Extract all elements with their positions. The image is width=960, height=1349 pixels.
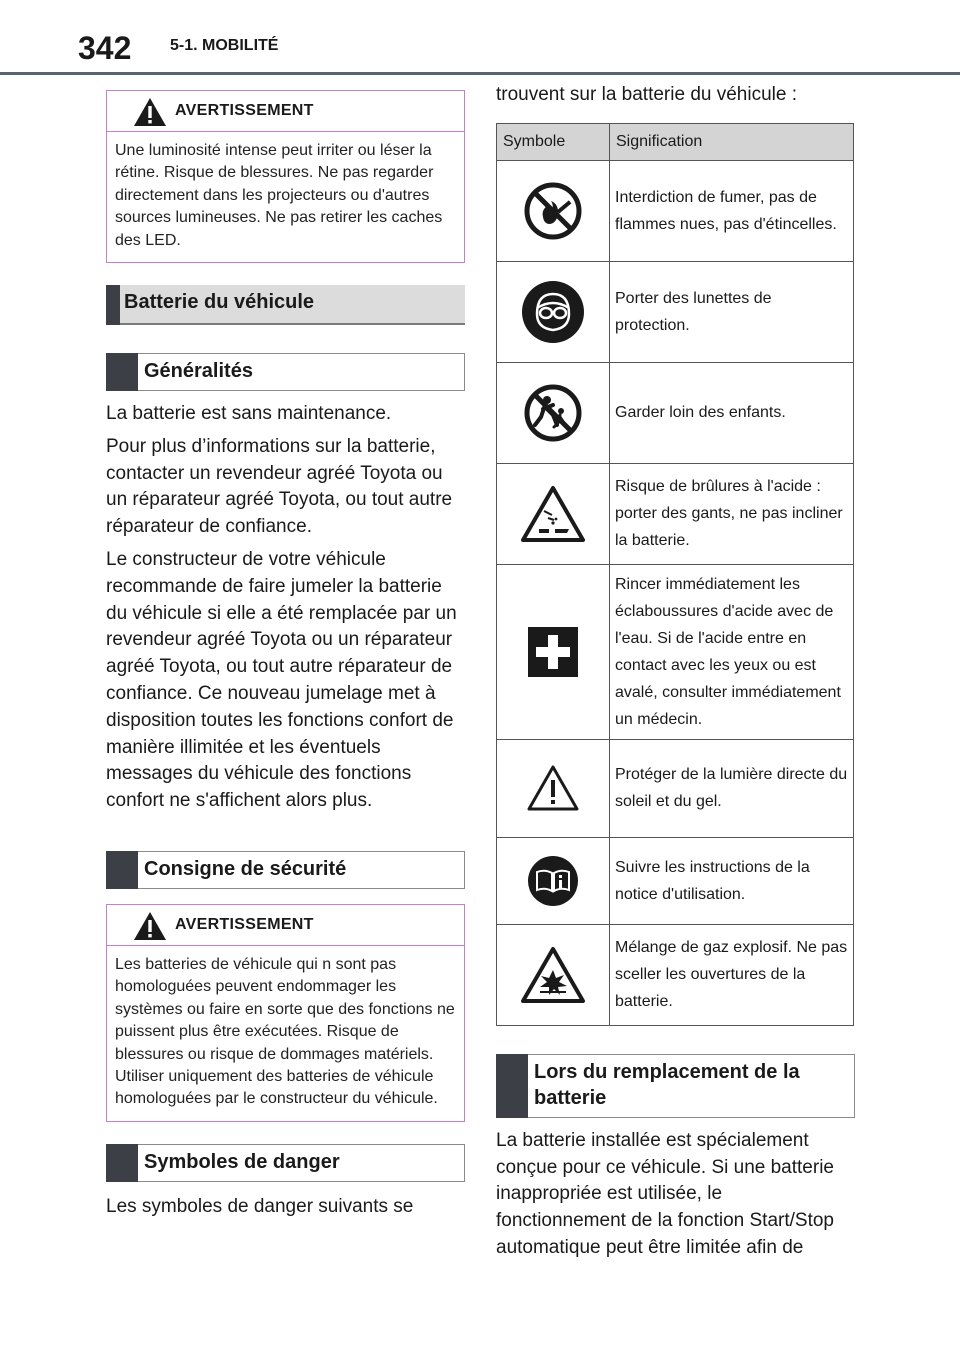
first-aid-cross-icon [528, 627, 578, 677]
table-cell-text: Protéger de la lumière directe du soleil et du gel. [610, 739, 854, 837]
table-header-row [497, 123, 854, 160]
table-cell-text: Porter des lunettes de protection. [610, 261, 854, 362]
warning-triangle-icon [133, 97, 167, 127]
acid-burn-icon [520, 485, 586, 543]
table-cell-text: Garder loin des enfants. [610, 362, 854, 463]
warning-box-battery [106, 904, 465, 1122]
table-row [497, 261, 854, 362]
right-column [496, 82, 854, 1268]
header-rule [0, 72, 960, 75]
paragraph: La batterie est sans maintenance. [106, 403, 392, 425]
table-cell-text: Interdiction de fumer, pas de flammes nues, pas d'étincelles. [610, 160, 854, 261]
heading-danger-text: Symboles de danger [144, 1150, 340, 1173]
table-cell-text: Rincer immédiatement les éclaboussures d'acide avec de l'eau. Si de l'acide entre en contact avec les yeux ou est avalé, consulter immédiatement un médecin. [610, 564, 854, 739]
table-row [497, 924, 854, 1025]
page-header [0, 0, 960, 76]
warning-header [107, 91, 464, 132]
explosive-gas-icon [520, 946, 586, 1004]
paragraph: Le constructeur de votre véhicule recommande de faire jumeler la batterie du véhicule si elle a été remplacée par un revendeur agréé Toyota ou un réparateur agréé Toyota, ou tout autre réparateur de confiance. Ce nouveau jumelage met à disposition toutes les fonctions confort de manière illimitée et les éventuels messages du véhicule des fonctions confort ne s'affichent alors plus. [106, 549, 457, 812]
heading-replace [496, 1054, 855, 1118]
paragraph: La batterie installée est spécialement conçue pour ce véhicule. Si une batterie inappropriée est utilisée, le fonctionnement de la fonction Start/Stop automatique peut être limitée afin de [496, 1129, 834, 1258]
danger-symbols-table [496, 123, 854, 1026]
warning-box-light [106, 90, 465, 263]
heading-general-text: Généralités [144, 360, 253, 383]
warning-title: AVERTISSEMENT [175, 915, 314, 933]
table-row [497, 362, 854, 463]
heading-danger [106, 1144, 465, 1182]
paragraph: Les symboles de danger suivants se [106, 1195, 414, 1217]
heading-safety [106, 851, 465, 889]
page-number: 342 [78, 30, 132, 66]
warning-title: AVERTISSEMENT [175, 102, 314, 119]
heading-bar [106, 353, 138, 391]
table-row [497, 160, 854, 261]
read-manual-icon [527, 855, 579, 907]
heading-battery [106, 285, 465, 325]
paragraph: trouvent sur la batterie du véhicule : [496, 84, 798, 105]
warning-header [107, 905, 464, 946]
table-row [497, 739, 854, 837]
heading-battery-text: Batterie du véhicule [124, 291, 315, 314]
heading-bar [106, 285, 120, 325]
warning-text: Les batteries de véhicule qui n sont pas homologuées peuvent endommager les systèmes ou faire en sorte que des fonctions ne puissent plus être exécutées. Risque de blessures ou risque de dommages matériels. Utiliser uniquement des batteries de véhicule homologuées par le constructeur du véhicule. [115, 955, 455, 1108]
table-cell-text: Risque de brûlures à l'acide : porter des gants, ne pas incliner la batterie. [610, 463, 854, 564]
heading-safety-text: Consigne de sécurité [144, 857, 347, 880]
heading-general [106, 353, 465, 391]
no-smoking-icon [523, 181, 583, 241]
table-cell-text: Mélange de gaz explosif. Ne pas sceller les ouvertures de la batterie. [610, 924, 854, 1025]
table-row [497, 564, 854, 739]
column-header-meaning: Signification [610, 123, 854, 160]
heading-replace-text: Lors du remplacement de la batterie [534, 1060, 800, 1109]
paragraph: Pour plus d’informations sur la batterie, contacter un revendeur agréé Toyota ou un réparateur agréé Toyota, ou tout autre réparateur de confiance. [106, 435, 453, 538]
column-header-symbol: Symbole [497, 123, 610, 160]
left-column [106, 90, 466, 1227]
table-cell-text: Suivre les instructions de la notice d'utilisation. [610, 837, 854, 924]
table-row [497, 837, 854, 924]
table-row [497, 463, 854, 564]
warning-triangle-icon [526, 764, 580, 812]
heading-bar [106, 1144, 138, 1182]
heading-bar [496, 1054, 528, 1118]
warning-triangle-icon [133, 911, 167, 941]
warning-text: Une luminosité intense peut irriter ou léser la rétine. Risque de blessures. Ne pas regarder directement dans les projecteurs ou d'autres sources lumineuses. Ne pas retirer les caches des LED. [115, 142, 443, 249]
keep-away-children-icon [523, 383, 583, 443]
heading-bar [106, 851, 138, 889]
eye-protection-icon [521, 280, 585, 344]
section-title: 5-1. MOBILITÉ [170, 37, 279, 54]
